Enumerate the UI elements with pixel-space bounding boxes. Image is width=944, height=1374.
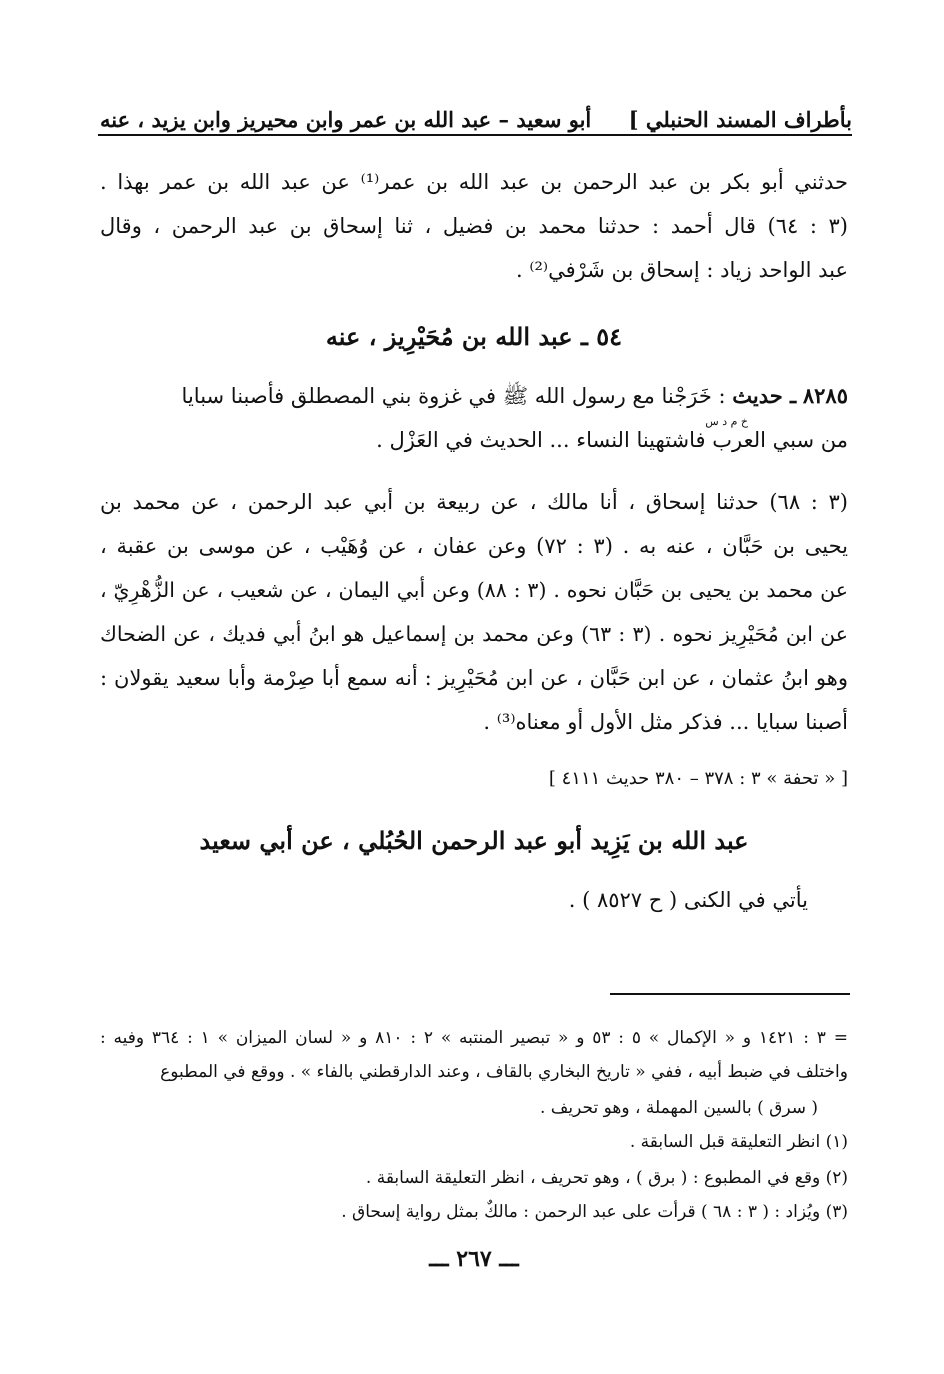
footnote-2: (٢) وقع في المطبوع : ( برق ) ، وهو تحريف ، انظر التعليقة السابقة . [365, 1168, 848, 1188]
text-line: (٣ : ٦٨) حدثنا إسحاق ، أنا مالك ، عن ربيعة بن أبي عبد الرحمن ، عن محمد بن [100, 490, 848, 514]
text-line: أصبنا سبايا ... فذكر مثل الأول أو معناه⁽³⁾ . [483, 710, 848, 734]
footnote-continuation: = ٣ : ١٤٢١ و « الإكمال » ٥ : ٥٣ و « تبصير المنتبه » ٢ : ٨١٠ و « لسان الميزان » ١ : ٣٦٤ وفيه : [100, 1028, 848, 1048]
tuhfa-reference: [ « تحفة » ٣ : ٣٧٨ – ٣٨٠ حديث ٤١١١ ] [548, 768, 848, 789]
footnote-1: (١) انظر التعليقة قبل السابقة . [629, 1132, 848, 1152]
hadith-label: ـ حديث [732, 383, 797, 408]
footnote-3: (٣) ويُزاد : ( ٣ : ٦٨ ) قرأت على عبد الرحمن : مالكٌ بمثل رواية إسحاق . [341, 1202, 848, 1222]
page-number: ـــ ٢٦٧ ـــ [429, 1246, 519, 1272]
hadith-number: ٨٢٨٥ [802, 383, 848, 408]
text-line: عن محمد بن يحيى بن حَبَّان نحوه . (٣ : ٨٨) وعن أبي اليمان ، عن شعيب ، عن الزُّهْرِيّ ، [100, 578, 848, 602]
text-line: عبد الواحد زياد : إسحاق بن شَرْفي⁽²⁾ . [515, 258, 848, 282]
header-book-title: بأطراف المسند الحنبلي ] [628, 107, 852, 132]
hadith-line: من سبي العرب فاشتهينا النساء ... الحديث في العَزْل . [376, 428, 848, 452]
footnote-divider [610, 993, 850, 995]
footnote-continuation: ( سرق ) بالسين المهملة ، وهو تحريف . [539, 1098, 818, 1118]
header-section [100, 107, 591, 132]
paragraph-chains [100, 488, 848, 752]
header-divider [98, 134, 852, 136]
header-section-rest: – عبد الله بن عمر وابن محيريز وابن يزيد ، عنه [100, 107, 510, 132]
text-line: يأتي في الكنى ( ح ٨٥٢٧ ) . [568, 888, 808, 912]
section-title-ibn-muhayriz: ٥٤ ـ عبد الله بن مُحَيْرِيز ، عنه [325, 322, 623, 351]
footnote-continuation: واختلف في ضبط أبيه ، ففي « تاريخ البخاري بالقاف ، وعند الدارقطني بالفاء » . ووقع في المطبوع [160, 1062, 848, 1082]
header-section-bold: أبو سعيد [516, 107, 592, 132]
cross-reference [100, 886, 848, 930]
text-line: حدثني أبو بكر بن عبد الرحمن بن عبد الله بن عمر⁽¹⁾ عن عبد الله بن عمر بهذا . [100, 170, 848, 194]
hadith-line [100, 382, 848, 426]
running-header [100, 92, 852, 132]
text-line: (٣ : ٦٤) قال أحمد : حدثنا محمد بن فضيل ، ثنا إسحاق بن عبد الرحمن ، وقال [100, 214, 848, 238]
text-line: يحيى بن حَبَّان ، عنه به . (٣ : ٧٢) وعن عفان ، عن وُهَيْب ، عن موسى بن عقبة ، [100, 534, 848, 558]
paragraph-intro [100, 168, 848, 300]
text-line: عن ابن مُحَيْرِيز نحوه . (٣ : ٦٣) وعن محمد بن إسماعيل هو ابنُ أبي فديك ، عن الضحاك [100, 622, 848, 646]
hadith-entry [100, 382, 848, 470]
hadith-sigla: خ م د س [705, 415, 748, 428]
section-title-hubuli: عبد الله بن يَزِيد أبو عبد الرحمن الحُبُلي ، عن أبي سعيد [199, 826, 749, 855]
hadith-text: : خَرَجْنا مع رسول الله ﷺ في غزوة بني المصطلق فأصبنا سبايا [181, 384, 726, 408]
text-line: وهو ابنُ عثمان ، عن ابن حَبَّان ، عن ابن مُحَيْرِيز : أنه سمع أبا صِرْمة وأبا سعيد يقولان : [100, 666, 848, 690]
